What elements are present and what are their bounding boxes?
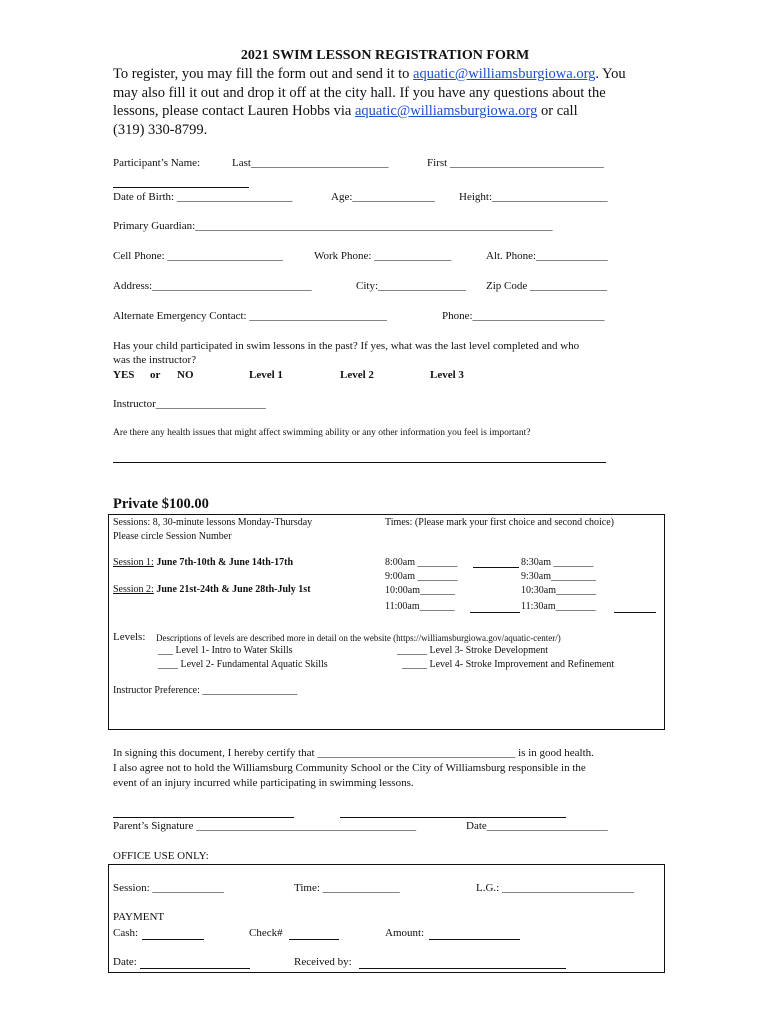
intro-text: To register, you may fill the form out and send it to: [113, 66, 414, 82]
office-date-label: Date:: [113, 956, 137, 968]
certify-text: I also agree not to hold the Williamsburg Community School or the City of Williamsburg responsible in the: [113, 762, 586, 774]
intro-paragraph: [113, 65, 626, 139]
office-time-field[interactable]: Time: ______________: [294, 882, 400, 894]
session-2-dates: June 21st-24th & June 28th-July 1st: [153, 584, 311, 595]
divider: [470, 612, 520, 613]
cash-field[interactable]: [142, 939, 204, 940]
emergency-contact-field[interactable]: Alternate Emergency Contact: _________________________: [113, 310, 387, 322]
intro-text: . You: [595, 66, 626, 82]
amount-field[interactable]: [429, 939, 520, 940]
payment-label: PAYMENT: [113, 911, 165, 923]
form-title: 2021 SWIM LESSON REGISTRATION FORM: [240, 48, 530, 63]
office-lg-field[interactable]: L.G.: ________________________: [476, 882, 634, 894]
signature-line[interactable]: [113, 817, 294, 818]
parent-signature-field[interactable]: Parent’s Signature ________________________________________: [113, 820, 417, 832]
age-field[interactable]: Age:_______________: [331, 191, 435, 203]
past-lessons-question: Has your child participated in swim lessons in the past? If yes, what was the last level completed and who: [113, 340, 580, 352]
health-question: Are there any health issues that might affect swimming ability or any other information you feel is important?: [113, 428, 531, 438]
height-field[interactable]: Height:_____________________: [459, 191, 608, 203]
level-2-option[interactable]: Level 2: [340, 369, 374, 381]
private-heading: Private $100.00: [113, 496, 209, 512]
alt-phone-field[interactable]: Alt. Phone:_____________: [486, 250, 608, 262]
certify-text: event of an injury incurred while participating in swimming lessons.: [113, 777, 414, 789]
intro-text: lessons, please contact Lauren Hobbs via: [113, 103, 355, 119]
intro-phone: (319) 330-8799.: [113, 121, 208, 138]
or-text: or: [150, 369, 161, 381]
circle-session-note: Please circle Session Number: [113, 531, 232, 542]
time-option[interactable]: 10:00am_______: [385, 585, 455, 596]
level-1-option[interactable]: Level 1: [249, 369, 283, 381]
level-option[interactable]: _____ Level 4- Stroke Improvement and Refinement: [402, 659, 615, 670]
email-link[interactable]: aquatic@williamsburgiowa.org: [355, 103, 538, 119]
level-option[interactable]: ____ Level 2- Fundamental Aquatic Skills: [158, 659, 328, 670]
levels-label: Levels:: [113, 631, 146, 643]
time-option[interactable]: 11:00am_______: [385, 601, 455, 612]
received-by-field[interactable]: [359, 968, 566, 969]
time-option[interactable]: 8:00am ________: [385, 557, 458, 568]
past-instructor-field[interactable]: Instructor____________________: [113, 398, 266, 410]
time-option[interactable]: 10:30am________: [521, 585, 596, 596]
levels-description: Descriptions of levels are described more in detail on the website (https://williamsburgiowa.gov/aquatic-center/): [156, 633, 561, 643]
time-option[interactable]: 9:00am ________: [385, 571, 458, 582]
signature-line[interactable]: [340, 817, 566, 818]
check-field[interactable]: [289, 939, 339, 940]
participant-label: Participant’s Name:: [113, 157, 201, 169]
session-2-option[interactable]: [113, 584, 311, 595]
email-link[interactable]: aquatic@williamsburgiowa.org: [413, 66, 596, 82]
amount-label: Amount:: [385, 927, 425, 939]
check-label: Check#: [249, 927, 283, 939]
time-option[interactable]: 8:30am ________: [521, 557, 594, 568]
divider: [473, 567, 519, 568]
office-session-field[interactable]: Session: _____________: [113, 882, 224, 894]
last-name-field[interactable]: Last_________________________: [232, 157, 389, 169]
times-header: Times: (Please mark your first choice and second choice): [385, 517, 615, 528]
dob-field[interactable]: Date of Birth: _____________________: [113, 191, 293, 203]
level-option[interactable]: ___ Level 1- Intro to Water Skills: [158, 645, 293, 656]
health-answer-line[interactable]: [113, 462, 606, 463]
cash-label: Cash:: [113, 927, 139, 939]
private-lesson-box: [108, 514, 665, 730]
city-field[interactable]: City:________________: [356, 280, 467, 292]
no-option[interactable]: NO: [177, 369, 194, 381]
divider: [113, 187, 249, 188]
guardian-field[interactable]: Primary Guardian:_________________________________________________________________: [113, 220, 553, 232]
intro-text: or call: [537, 103, 578, 119]
certify-text: In signing this document, I hereby certify that ____________________________________ is in good health.: [113, 747, 594, 759]
session-2-label: Session 2:: [113, 584, 154, 595]
office-date-field[interactable]: [140, 968, 250, 969]
yes-option[interactable]: YES: [113, 369, 135, 381]
time-option[interactable]: 11:30am________: [521, 601, 596, 612]
first-name-field[interactable]: First ____________________________: [427, 157, 604, 169]
instructor-preference-field[interactable]: Instructor Preference: ___________________: [113, 685, 298, 696]
past-lessons-question: was the instructor?: [113, 354, 197, 366]
work-phone-field[interactable]: Work Phone: ______________: [314, 250, 452, 262]
address-field[interactable]: Address:_____________________________: [113, 280, 312, 292]
time-option[interactable]: 9:30am_________: [521, 571, 596, 582]
emergency-phone-field[interactable]: Phone:________________________: [442, 310, 605, 322]
received-by-label: Received by:: [294, 956, 352, 968]
signature-date-field[interactable]: Date______________________: [466, 820, 608, 832]
divider: [614, 612, 656, 613]
session-1-dates: June 7th-10th & June 14th-17th: [153, 557, 294, 568]
cell-phone-field[interactable]: Cell Phone: _____________________: [113, 250, 283, 262]
zip-field[interactable]: Zip Code ______________: [486, 280, 607, 292]
session-1-option[interactable]: [113, 557, 293, 568]
level-3-option[interactable]: Level 3: [430, 369, 464, 381]
office-use-box: [108, 864, 665, 973]
intro-text: may also fill it out and drop it off at the city hall. If you have any questions about the: [113, 84, 606, 101]
sessions-info: Sessions: 8, 30-minute lessons Monday-Thursday: [113, 517, 313, 528]
session-1-label: Session 1:: [113, 557, 154, 568]
level-option[interactable]: ______ Level 3- Stroke Development: [397, 645, 549, 656]
office-use-heading: OFFICE USE ONLY:: [113, 850, 209, 862]
